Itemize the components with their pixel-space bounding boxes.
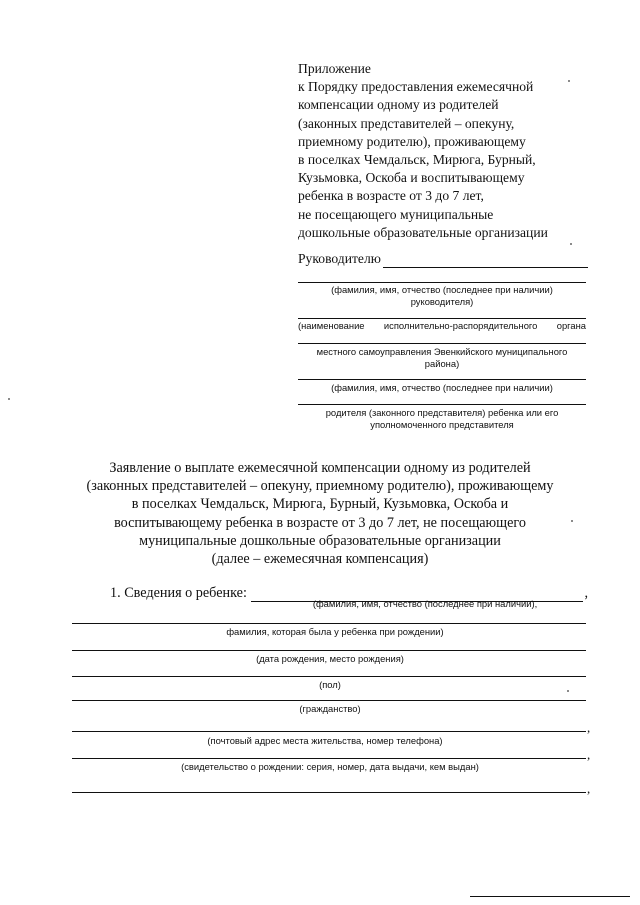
appendix-line: приемному родителю), проживающему (298, 133, 526, 149)
caption-text: района) (424, 358, 460, 369)
appendix-line: ребенка в возрасте от 3 до 7 лет, (298, 188, 484, 204)
comma-mark: , (587, 781, 591, 796)
appendix-line: в поселках Чемдальск, Мирюга, Бурный, (298, 152, 536, 168)
scan-speck (571, 520, 573, 522)
addressee-blank-line[interactable] (298, 404, 586, 405)
child-blank-line[interactable] (72, 731, 586, 732)
caption-head-name (298, 284, 586, 308)
addressee-label: Руководителю (298, 251, 381, 266)
caption-child-full-name: (фамилия, имя, отчество (последнее при наличии), (312, 598, 538, 609)
scan-speck (568, 80, 570, 82)
caption-certificate: (свидетельство о рождении: серия, номер, дата выдачи, кем выдан) (181, 761, 479, 772)
addressee-blank-line[interactable] (298, 282, 586, 283)
appendix-line: Кузьмовка, Оскоба и воспитывающему (298, 170, 525, 186)
caption-text: руководителя) (410, 296, 474, 307)
addressee-blank-line[interactable] (298, 379, 586, 380)
appendix-line: к Порядку предоставления ежемесячной (298, 79, 534, 95)
appendix-line: (законных представителей – опекуну, (298, 115, 515, 131)
scan-speck (8, 398, 10, 400)
application-title (40, 459, 600, 568)
scan-speck (570, 243, 572, 245)
caption-word: органа (556, 320, 586, 331)
appendix-line: компенсации одному из родителей (298, 97, 499, 113)
page-bottom-rule (470, 896, 630, 897)
appendix-line: Приложение (298, 61, 371, 76)
appendix-header (298, 60, 598, 242)
caption-address: (почтовый адрес места жительства, номер телефона) (207, 735, 443, 746)
caption-citizenship: (гражданство) (299, 703, 361, 714)
child-blank-line[interactable] (72, 650, 586, 651)
title-line: (далее – ежемесячная компенсация) (211, 551, 429, 568)
addressee-blank-line[interactable] (298, 343, 586, 344)
caption-birth-surname: фамилия, которая была у ребенка при рождении) (226, 626, 444, 637)
child-blank-line[interactable] (72, 758, 586, 759)
addressee-blank-line[interactable] (298, 318, 586, 319)
caption-text: уполномоченного представителя (370, 419, 514, 430)
caption-text: (фамилия, имя, отчество (последнее при наличии) (331, 284, 553, 295)
title-line: в поселках Чемдальск, Мирюга, Бурный, Кузьмовка, Оскоба и (131, 496, 509, 513)
appendix-line: дошкольные образовательные организации (298, 224, 548, 240)
caption-parent-role (298, 407, 586, 431)
addressee-head-field (298, 250, 588, 268)
caption-word: исполнительно-распорядительного (383, 320, 538, 331)
child-blank-line[interactable] (72, 792, 586, 793)
scan-speck (567, 690, 569, 692)
title-line: муниципальные дошкольные образовательные организации (139, 532, 501, 549)
caption-birth: (дата рождения, место рождения) (256, 653, 404, 664)
title-line: Заявление о выплате ежемесячной компенсации одному из родителей (109, 460, 531, 476)
caption-text: родителя (законного представителя) ребенка или его (325, 407, 559, 418)
child-blank-line[interactable] (72, 676, 586, 677)
child-blank-line[interactable] (72, 623, 586, 624)
comma-mark: , (584, 585, 588, 601)
caption-org (298, 320, 586, 332)
appendix-line: не посещающего муниципальные (298, 206, 494, 222)
addressee-head-blank[interactable] (383, 253, 588, 268)
child-blank-line[interactable] (72, 700, 586, 701)
comma-mark: , (587, 720, 591, 735)
caption-text: местного самоуправления Эвенкийского муниципального (316, 346, 568, 357)
caption-text: (фамилия, имя, отчество (последнее при наличии) (331, 382, 553, 393)
caption-sex: (пол) (319, 679, 341, 690)
caption-org-cont (298, 346, 586, 370)
comma-mark: , (587, 747, 591, 762)
title-line: (законных представителей – опекуну, приемному родителю), проживающему (86, 478, 554, 495)
title-line: воспитывающему ребенка в возрасте от 3 до 7 лет, не посещающего (114, 514, 526, 531)
caption-word: (наименование (298, 320, 365, 331)
caption-parent-name (298, 382, 586, 394)
child-section-label: 1. Сведения о ребенке: (110, 585, 247, 601)
